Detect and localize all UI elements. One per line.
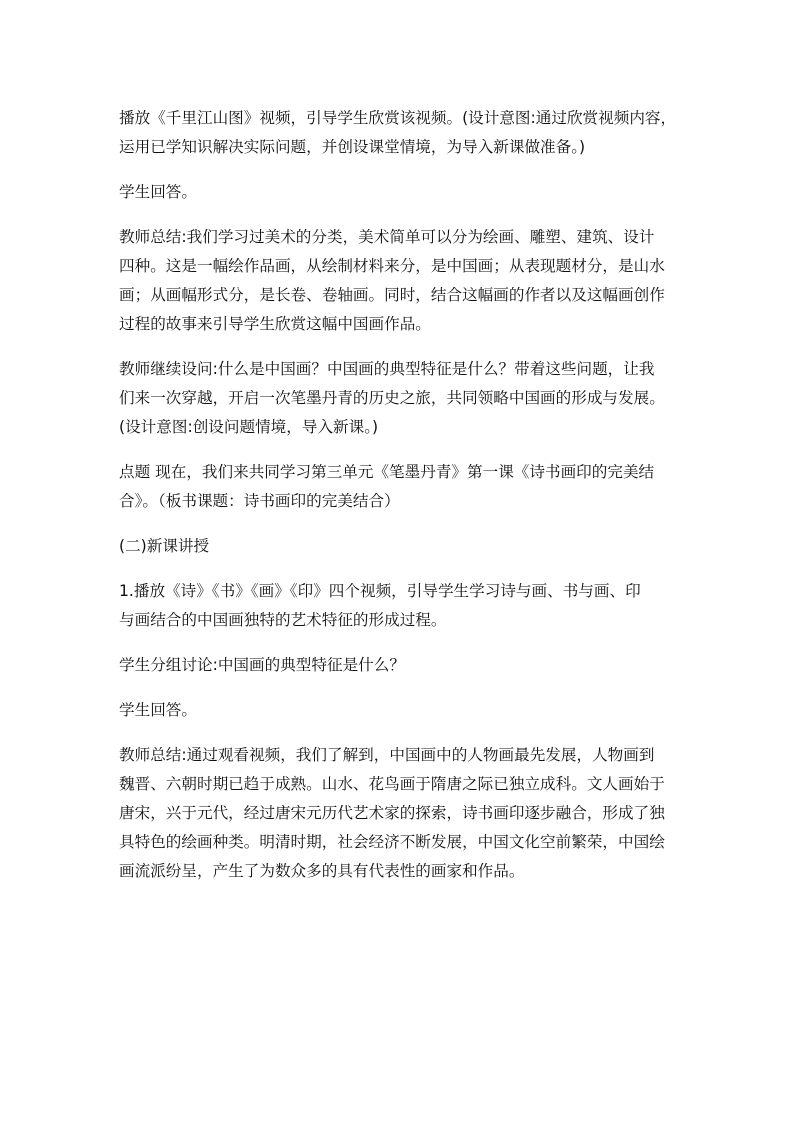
paragraph-student-answer-2 [119, 696, 714, 725]
text-line: 学生分组讨论:中国画的典型特征是什么？ [119, 656, 405, 674]
text-line: 过程的故事来引导学生欣赏这幅中国画作品。 [119, 315, 431, 333]
paragraph-teacher-question [119, 355, 714, 442]
text-line: (二)新课讲授 [119, 537, 210, 555]
text-line: 画；从画幅形式分，是长卷、卷轴画。同时，结合这幅画的作者以及这幅画创作 [119, 286, 665, 304]
text-line: 教师继续设问:什么是中国画？中国画的典型特征是什么？带着这些问题，让我 [119, 360, 655, 378]
paragraph-student-answer [119, 178, 714, 207]
text-line: 教师总结:通过观看视频，我们了解到，中国画中的人物画最先发展，人物画到 [119, 746, 655, 764]
text-line: 点题 现在，我们来共同学习第三单元《笔墨丹青》第一课《诗书画印的完美结 [119, 463, 655, 481]
text-line: 画流派纷呈，产生了为数众多的具有代表性的画家和作品。 [119, 862, 525, 880]
paragraph-video-intro [119, 104, 714, 162]
text-line: 与画结合的中国画独特的艺术特征的形成过程。 [119, 611, 447, 629]
text-line: 1.播放《诗》《书》《画》《印》四个视频，引导学生学习诗与画、书与画、印 [119, 582, 641, 600]
text-line: (设计意图:创设问题情境，导入新课。) [119, 418, 379, 436]
text-line: 播放《千里江山图》视频，引导学生欣赏该视频。(设计意图:通过欣赏视频内容， [119, 109, 677, 127]
text-line: 们来一次穿越，开启一次笔墨丹青的历史之旅，共同领略中国画的形成与发展。 [119, 389, 665, 407]
paragraph-teacher-summary [119, 223, 714, 339]
text-line: 学生回答。 [119, 701, 197, 719]
paragraph-step-1 [119, 577, 714, 635]
paragraph-group-discussion [119, 651, 714, 680]
section-heading-new-lesson [119, 532, 714, 561]
text-line: 四种。这是一幅绘作品画，从绘制材料来分，是中国画；从表现题材分，是山水 [119, 257, 665, 275]
text-line: 学生回答。 [119, 183, 197, 201]
text-line: 具特色的绘画种类。明清时期，社会经济不断发展，中国文化空前繁荣，中国绘 [119, 833, 665, 851]
text-line: 合》。（板书课题：诗书画印的完美结合） [119, 492, 400, 510]
text-line: 魏晋、六朝时期已趋于成熟。山水、花鸟画于隋唐之际已独立成科。文人画始于 [119, 775, 665, 793]
paragraph-teacher-summary-2 [119, 741, 714, 886]
text-line: 运用已学知识解决实际问题，并创设课堂情境，为导入新课做准备。) [119, 138, 586, 156]
text-line: 教师总结:我们学习过美术的分类，美术简单可以分为绘画、雕塑、建筑、设计 [119, 228, 655, 246]
text-line: 唐宋，兴于元代，经过唐宋元历代艺术家的探索，诗书画印逐步融合，形成了独 [119, 804, 665, 822]
paragraph-topic [119, 458, 714, 516]
